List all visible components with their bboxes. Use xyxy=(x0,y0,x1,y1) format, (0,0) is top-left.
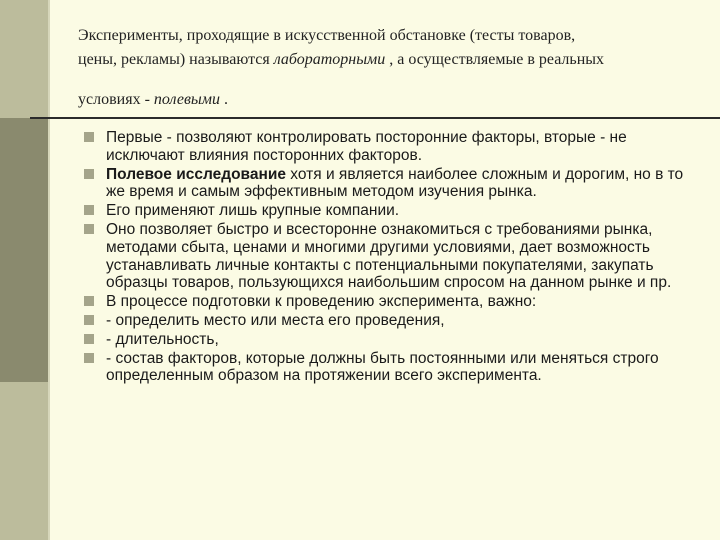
bullet-text: - состав факторов, которые должны быть постоянными или меняться строго определенным образом на протяжении всего эксперимента. xyxy=(106,349,659,385)
bullet-item xyxy=(84,202,688,220)
bullet-item xyxy=(84,331,688,349)
bullet-item xyxy=(84,129,688,165)
title-divider xyxy=(30,117,720,119)
bullet-item xyxy=(84,166,688,202)
square-bullet-icon xyxy=(84,224,94,234)
bullet-item xyxy=(84,350,688,386)
title-line-1: Эксперименты, проходящие в искусственной обстановке (тесты товаров, xyxy=(78,27,576,44)
square-bullet-icon xyxy=(84,296,94,306)
title-line-3-end: . xyxy=(219,91,228,108)
square-bullet-icon xyxy=(84,353,94,363)
bullet-item xyxy=(84,293,688,311)
bullet-text: хотя и является наиболее сложным и дорогим, но в то же время и самым эффективным методом изучения рынка. xyxy=(106,165,684,201)
bullet-item xyxy=(84,221,688,292)
title-line-2-end: , а осуществляемые в реальных xyxy=(385,51,605,68)
square-bullet-icon xyxy=(84,334,94,344)
bullet-text: Первые - позволяют контролировать посторонние факторы, вторые - не исключают влияния посторонних факторов. xyxy=(106,129,627,164)
bullet-text: - определить место или места его проведения, xyxy=(106,311,445,329)
left-sidebar-edge xyxy=(48,0,50,540)
bullet-text: Его применяют лишь крупные компании. xyxy=(106,202,400,220)
square-bullet-icon xyxy=(84,169,94,179)
title-line-2-start: цены, рекламы) называются xyxy=(78,51,274,68)
title-line-3-start: условиях - xyxy=(78,91,154,108)
bullet-list xyxy=(84,129,688,386)
left-sidebar-accent xyxy=(0,118,48,382)
title-term-laboratory: лабораторными xyxy=(273,51,386,68)
bullet-text: В процессе подготовки к проведению эксперимента, важно: xyxy=(106,293,537,311)
slide-title xyxy=(78,24,688,112)
bullet-text: Оно позволяет быстро и всесторонне ознакомиться с требованиями рынка, методами сбыта, ценами и многими другими условиями, дает возможность устанавливать личные контакты с потенциальными покупателями, закупать образцы товаров, пользующихся наибольшим спросом на данном рынке и пр. xyxy=(106,220,672,292)
bullet-item xyxy=(84,312,688,330)
square-bullet-icon xyxy=(84,132,94,142)
square-bullet-icon xyxy=(84,205,94,215)
square-bullet-icon xyxy=(84,315,94,325)
bullet-bold-term: Полевое исследование xyxy=(106,165,286,183)
bullet-text: - длительность, xyxy=(106,330,219,348)
title-term-field: полевыми xyxy=(153,91,220,108)
